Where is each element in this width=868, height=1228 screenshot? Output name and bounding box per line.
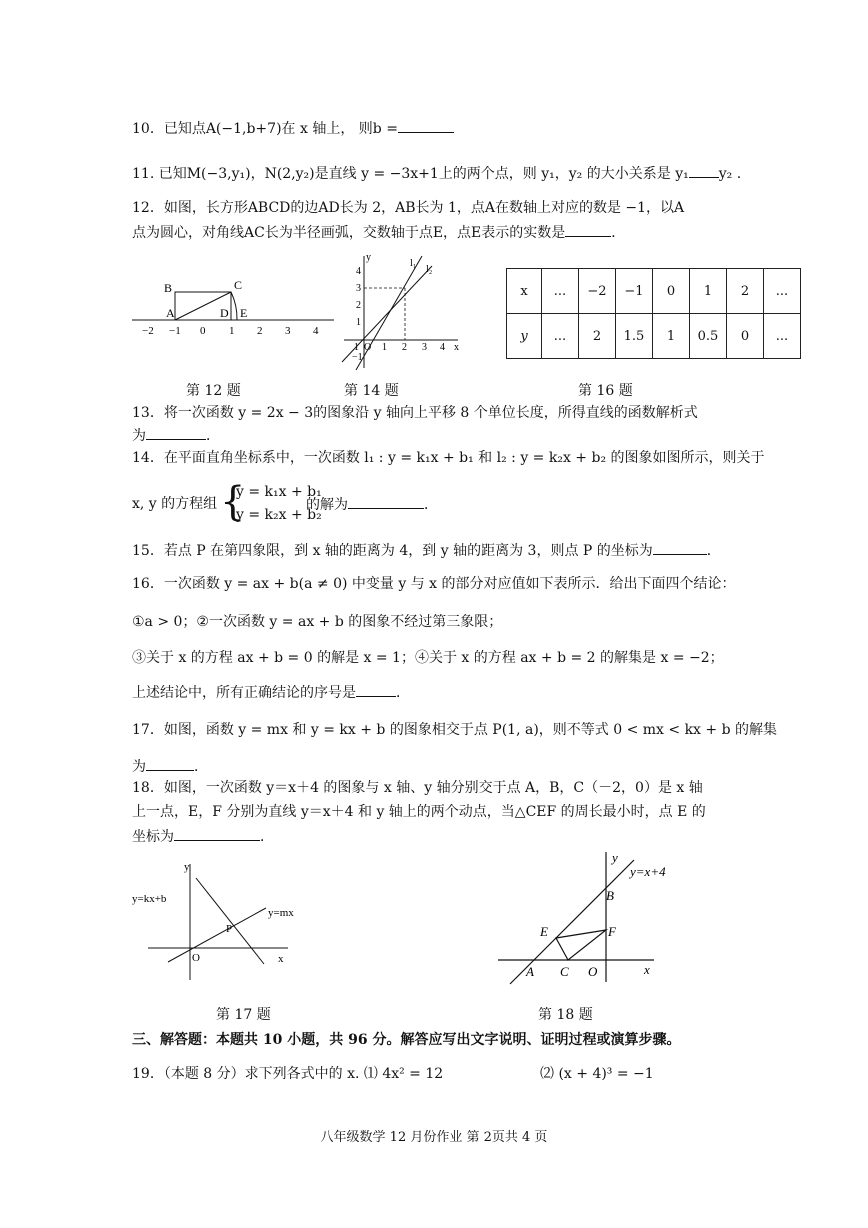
figure-18: [494, 846, 684, 986]
equation-2: y = k₂x + b₂: [236, 507, 322, 523]
question-13-line1: 13．将一次函数 y = 2x − 3的图象沿 y 轴向上平移 8 个单位长度，所得直线的函数解析式: [132, 405, 698, 421]
table-cell: y: [507, 314, 542, 359]
punct: ．: [194, 759, 208, 775]
x-label: x: [278, 953, 284, 965]
question-18-line3: [132, 826, 274, 847]
question-14-suffix: [306, 494, 438, 515]
label-E: E: [240, 306, 248, 320]
line-mx-label: y=mx: [268, 907, 294, 919]
table-cell: 1: [653, 314, 690, 359]
point-E-label: E: [540, 924, 548, 939]
tick-label: 3: [356, 283, 361, 294]
origin-label: O: [364, 342, 372, 353]
tick-label: −1: [169, 325, 181, 337]
answer-blank: [653, 540, 707, 555]
line-kx-b: [196, 878, 264, 964]
answer-blank: [348, 494, 424, 509]
figure-17: [128, 858, 318, 984]
question-17-line1: 17．如图，函数 y = mx 和 y = kx + b 的图象相交于点 P(1, a)，则不等式 0 < mx < kx + b 的解集: [132, 722, 777, 738]
tick-label: 4: [356, 266, 361, 277]
table-cell: ...: [764, 269, 801, 314]
answer-blank: [689, 163, 719, 178]
question-18-line2: 上一点，E，F 分别为直线 y＝x＋4 和 y 轴上的两个动点，当△CEF 的周长最小时，点 E 的: [132, 804, 706, 820]
line-kx-label: y=kx+b: [132, 893, 167, 905]
question-10-text: 10．已知点A(−1,b+7)在 x 轴上， 则b =: [132, 121, 398, 137]
answer-blank: [146, 756, 194, 771]
question-13-line2: [132, 425, 220, 446]
table-cell: −2: [579, 269, 616, 314]
tick-label: 4: [313, 325, 319, 337]
page-footer: 八年级数学 12 月份作业 第 2页共 4 页: [320, 1130, 548, 1145]
punct: ．: [424, 497, 438, 513]
brace: {: [220, 479, 246, 525]
punct: ．: [706, 543, 721, 559]
x-label: x: [644, 962, 650, 977]
x-label: x: [454, 342, 459, 353]
punct: ．: [260, 829, 274, 845]
label-A: A: [166, 306, 175, 320]
tick-label: 1: [354, 342, 359, 353]
label-B: B: [164, 281, 173, 295]
question-12-line1: 12．如图，长方形ABCD的边AD长为 2，AB长为 1，点A在数轴上对应的数是 −1，以A: [132, 200, 685, 216]
punct: ．: [206, 428, 220, 444]
figure-12-caption: 第 12 题: [186, 383, 241, 399]
table-cell: ...: [542, 314, 579, 359]
point-F-label: F: [608, 924, 616, 939]
question-11: [132, 163, 741, 184]
question-18-text: 坐标为: [132, 829, 174, 845]
y-label: y: [612, 850, 618, 865]
triangle-cef: [556, 930, 606, 960]
tick-label: −1: [352, 352, 363, 363]
tick-label: 1: [229, 325, 235, 337]
tick-label: 0: [200, 325, 206, 337]
table-cell: 0: [653, 269, 690, 314]
tick-label: 3: [285, 325, 291, 337]
origin-label: O: [192, 952, 200, 964]
l2-label: l₂: [426, 264, 433, 275]
arc: [231, 292, 237, 320]
question-19-part2: ⑵ (x + 4)³ = −1: [540, 1066, 654, 1082]
y-label: y: [366, 252, 371, 263]
answer-blank: [356, 682, 396, 697]
answer-blank: [565, 222, 611, 237]
table-cell: x: [507, 269, 542, 314]
table-cell: ...: [542, 269, 579, 314]
label-D: D: [220, 306, 229, 320]
question-17-line2: [132, 756, 208, 777]
table-row: [507, 269, 801, 314]
question-15-text: 15．若点 P 在第四象限，到 x 轴的距离为 4，到 y 轴的距离为 3，则点 P 的坐标为: [132, 543, 653, 559]
figure-17-caption: 第 17 题: [216, 1007, 271, 1023]
table-cell: 2: [727, 269, 764, 314]
question-12-line2: [132, 222, 625, 243]
tick-label: 2: [257, 325, 263, 337]
question-14-line1: 14．在平面直角坐标系中，一次函数 l₁ : y = k₁x + b₁ 和 l₂ : y = k₂x + b₂ 的图象如图所示，则关于: [132, 450, 765, 466]
punct: ．: [396, 685, 410, 701]
point-A-label: A: [526, 964, 534, 979]
punct: ．: [611, 225, 626, 241]
table-cell: 2: [579, 314, 616, 359]
answer-blank: [146, 425, 206, 440]
tick-label: −2: [142, 325, 154, 337]
question-16-line1: 16．一次函数 y = ax + b(a ≠ 0) 中变量 y 与 x 的部分对应值如下表所示．给出下面四个结论：: [132, 576, 736, 592]
question-16-line3: ③关于 x 的方程 ax + b = 0 的解是 x = 1；④关于 x 的方程 ax + b = 2 的解集是 x = −2；: [132, 650, 724, 666]
ticks: [142, 325, 319, 337]
table-cell: −1: [616, 269, 653, 314]
point-P-label: P: [226, 923, 233, 935]
tick-label: 2: [402, 342, 407, 353]
figure-18-caption: 第 18 题: [538, 1007, 593, 1023]
l1-label: l₁: [410, 258, 417, 269]
table-cell: 1: [690, 269, 727, 314]
figure-14-caption: 第 14 题: [344, 383, 399, 399]
answer-blank: [174, 826, 260, 841]
origin-label: O: [588, 964, 598, 979]
question-15: [132, 540, 721, 561]
question-16-line2: ①a > 0；②一次函数 y = ax + b 的图象不经过第三象限；: [132, 614, 503, 630]
question-16-text: 上述结论中，所有正确结论的序号是: [132, 685, 356, 701]
question-13-text: 为: [132, 428, 146, 444]
table-cell: 0.5: [690, 314, 727, 359]
figure-14: [336, 250, 466, 374]
label-C: C: [234, 278, 243, 292]
question-14-prefix: x, y 的方程组: [132, 496, 218, 512]
answer-blank: [398, 118, 454, 133]
equation-1: y = k₁x + b₁: [236, 484, 322, 500]
figure-16-caption: 第 16 题: [578, 383, 633, 399]
line-mx: [168, 908, 266, 962]
table-cell: 1.5: [616, 314, 653, 359]
table-cell: 0: [727, 314, 764, 359]
tick-label: 1: [356, 317, 361, 328]
tick-label: 2: [356, 300, 361, 311]
y-label: y: [184, 861, 190, 873]
question-11-tail: y₂ .: [718, 166, 742, 182]
question-10: [132, 118, 454, 139]
question-14-suffix-text: 的解为: [306, 497, 348, 513]
section-3-heading: 三、解答题：本题共 10 小题，共 96 分。解答应写出文字说明、证明过程或演算步骤。: [132, 1032, 681, 1048]
figure-12: [128, 272, 338, 342]
point-B-label: B: [606, 888, 614, 903]
table-row: [507, 314, 801, 359]
line-label: y=x+4: [630, 864, 666, 879]
point-C-label: C: [560, 964, 569, 979]
value-table: [506, 268, 801, 359]
question-16-line4: [132, 682, 410, 703]
tick-label: 3: [422, 342, 427, 353]
question-11-text: 11. 已知M(−3,y₁)，N(2,y₂)是直线 y = −3x+1上的两个点，则 y₁，y₂ 的大小关系是 y₁: [132, 166, 689, 182]
question-18-line1: 18．如图，一次函数 y＝x＋4 的图象与 x 轴、y 轴分别交于点 A，B，C（－2，0）是 x 轴: [132, 780, 703, 796]
question-19-part1: 19．（本题 8 分）求下列各式中的 x. ⑴ 4x² = 12: [132, 1066, 444, 1082]
tick-label: 1: [382, 342, 387, 353]
question-17-text: 为: [132, 759, 146, 775]
tick-label: 4: [440, 342, 445, 353]
table-cell: ...: [764, 314, 801, 359]
question-12-text: 点为圆心，对角线AC长为半径画弧，交数轴于点E，点E表示的实数是: [132, 225, 566, 241]
question-19: [132, 1064, 443, 1084]
